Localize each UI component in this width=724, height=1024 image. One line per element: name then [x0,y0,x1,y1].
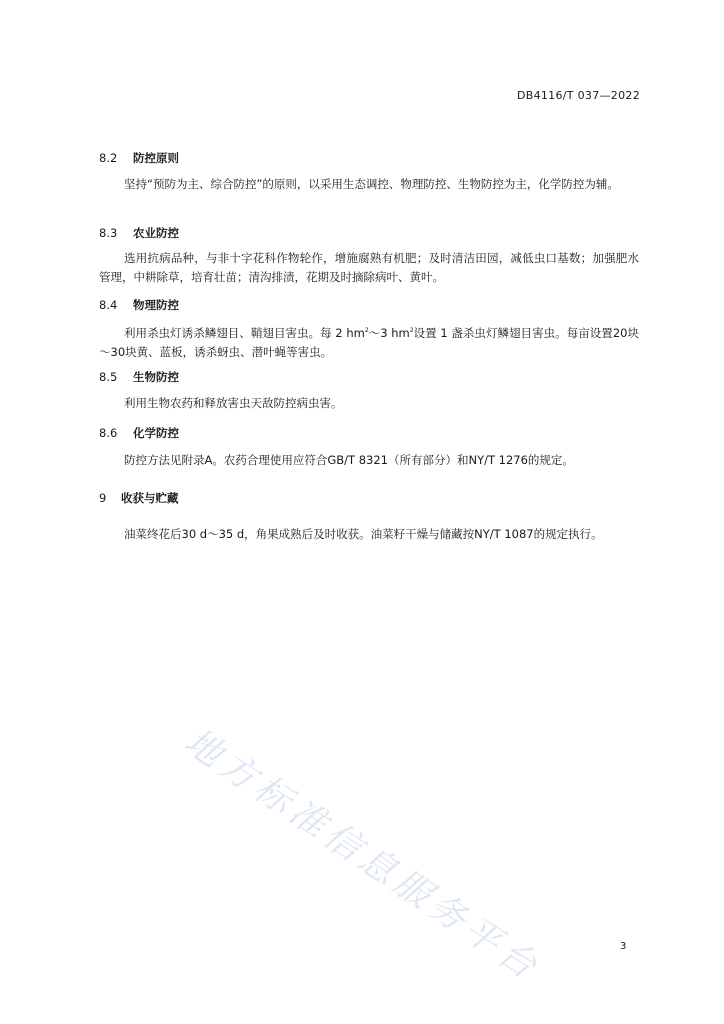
section-number: 8.2 [99,151,118,165]
document-code: DB4116/T 037—2022 [516,89,640,102]
section-number: 8.6 [99,426,118,440]
watermark: 地方标准信息服务平台 [176,720,548,990]
section-body-8-4 [99,321,639,362]
section-body-8-2: 坚持“预防为主、综合防控”的原则，以采用生态调控、物理防控、生物防控为主，化学防控为辅。 [124,177,619,191]
body-text: 设置 1 盏杀虫灯鳞翅目害虫。每亩设置20块～30块黄、蓝板，诱杀蚜虫、潜叶蝇等害虫。 [99,326,639,359]
superscript: 2 [409,327,414,334]
section-number: 8.3 [99,226,118,240]
section-title: 农业防控 [133,226,179,240]
section-number: 8.5 [99,370,118,384]
section-body-8-3: 选用抗病品种，与非十字花科作物轮作，增施腐熟有机肥；及时清洁田园，减低虫口基数；加强肥水管理，中耕除草，培育壮苗；清沟排渍，花期及时摘除病叶、黄叶。 [99,251,639,284]
section-body-9: 油菜终花后30 d～35 d，角果成熟后及时收获。油菜籽干燥与储藏按NY/T 1087的规定执行。 [124,527,603,541]
section-number: 8.4 [99,298,118,312]
section-title: 物理防控 [133,298,179,312]
page-number: 3 [620,941,627,952]
section-title: 化学防控 [133,426,179,440]
section-title: 防控原则 [133,151,179,165]
body-text: 利用杀虫灯诱杀鳞翅目、鞘翅目害虫。每 2 hm [124,326,365,340]
section-heading-8-3 [99,225,179,241]
section-heading-8-4 [99,297,179,313]
superscript: 2 [364,327,369,334]
section-body-8-6: 防控方法见附录A。农药合理使用应符合GB/T 8321（所有部分）和NY/T 1276的规定。 [124,453,574,467]
section-number: 9 [99,491,107,505]
section-heading-8-6 [99,425,179,441]
section-body-8-5: 利用生物农药和释放害虫天敌防控病虫害。 [124,396,343,410]
body-text: ～3 hm [368,326,410,340]
section-title: 生物防控 [133,370,179,384]
section-heading-9 [99,490,179,506]
section-title: 收获与贮藏 [121,491,179,505]
section-heading-8-2 [99,150,179,166]
section-heading-8-5 [99,369,179,385]
